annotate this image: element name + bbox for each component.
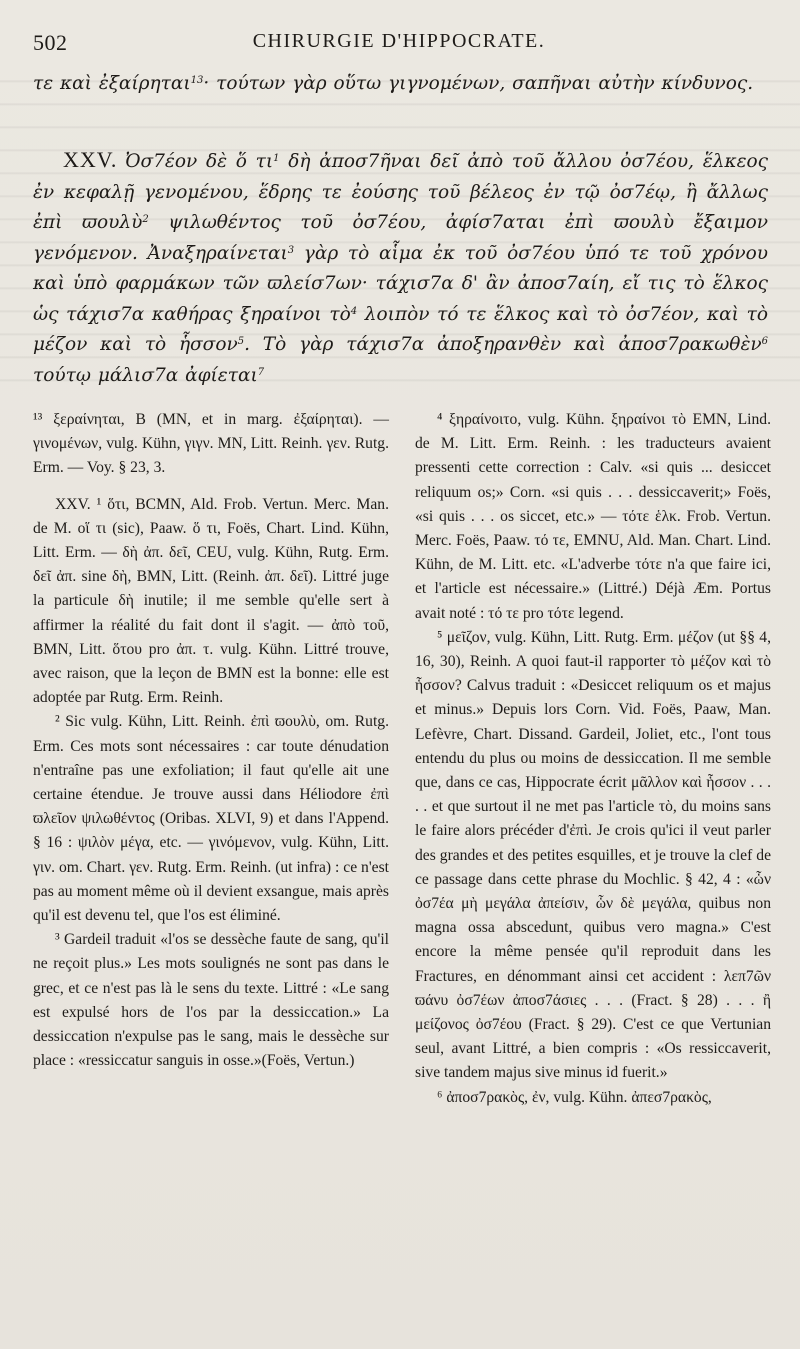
section-xxv-greek [33,145,768,391]
section-number: XXV. [63,147,118,172]
footnote-ref: 1 [273,153,280,164]
footnote-13: ¹³ ξεραίνηται, B (MN, et in marg. ἐξαίρηται). — γινομένων, vulg. Kühn, γιγν. MN, Litt. Reinh. γεν. Rutg. Erm. — Voy. § 23, 3. [33,411,389,477]
footnote-ref: 7 [257,366,265,378]
footnote-ref: 13 [190,75,204,86]
greek-text: ψιλωθέντος τοῦ ὀσ7έου, ἀφίσ7αται ἐπὶ ϖουλὺ ἔξαιμον γενόμενον. Ἀναξηραίνεται [33,212,768,264]
greek-text: . Τὸ γὰρ τάχισ7α ἀποξηρανθὲν καὶ ἀποσ7ρακωθὲν [244,334,762,355]
footnote-ref: 4 [350,305,358,317]
greek-continuation [33,68,768,100]
footnote-6: ⁶ ἀποσ7ρακὸς, ἐν, vulg. Kühn. ἀπεσ7ρακὸς, [437,1088,712,1106]
footnote-ref: 5 [237,336,245,347]
footnote-1: XXV. ¹ ὅτι, BCMN, Ald. Frob. Vertun. Merc. Man. de M. οἵ τι (sic), Paaw. ὅ τι, Foës, Chart. Lind. Kühn, Litt. Erm. — δὴ ἀπ. δεῖ, CEU, vulg. Kühn, Rutg. Erm. δεῖ ἀπ. sine δὴ, BMN, Litt. (Reinh. ἀπ. δεῖ). Littré juge la particule δὴ inutile; il me semble qu'elle sert à affirmer la réalité du fait dont il s'agit. — ἀπὸ τοῦ, BMN, Litt. ὅτου pro ἀπ. τ. vulg. Kühn. Littré trouve, avec raison, que la leçon de BMN est la bonne: elle est adoptée par Rutg. Erm. Reinh. [33,495,389,707]
footnote-2: ² Sic vulg. Kühn, Litt. Reinh. ἐπὶ ϖουλὺ, om. Rutg. Erm. Ces mots sont nécessaires : car toute dénudation n'entraîne pas une exfoliation; il faut qu'elle ait une certaine étendue. Je trouve aussi dans Héliodore ἐπὶ ϖλεῖον ψιλωθέντος (Oribas. XLVI, 9) et dans l'Append. § 16 : ψιλὸν μέγα, etc. — γινόμενον, vulg. Kühn, Litt. γιν. om. Chart. γεν. Rutg. Erm. Reinh. (ut infra) : ce n'est pas au moment même où il devient exsangue, mais après qu'il est devenu tel, que l'os est éliminé. [33,713,389,925]
greek-text: Ὀσ7έον δὲ ὅ τι [125,151,274,172]
page-header [33,30,765,60]
footnotes-left-column [33,408,389,1073]
greek-text: τούτῳ μάλισ7α ἀφίεται [33,364,258,386]
greek-text: γὰρ τὸ αἷμα ἐκ τοῦ ὀσ7έου ὑπό τε τοῦ χρόνου καὶ ὑπὸ φαρμάκων τῶν ϖλείσ7ων· τάχισ7α δ' ἂν ἀποσ7αίη, εἴ τις τὸ ἕλκος ὡς τάχισ7α καθήρας ξηραίνοι τὸ [33,242,768,325]
greek-text: δὴ ἀποσ7ῆναι δεῖ ἀπὸ τοῦ ἄλλου ὀσ7έου, ἕλκεος ἐν κεφαλῇ γενομένου, ἕδρης τε ἐούσης τοῦ βέλεος ἐν τῷ ὀσ7έῳ, ἢ ἄλλως ἐπὶ ϖουλὺ [33,151,769,233]
footnote-ref: 2 [142,214,149,225]
greek-text: τε καὶ ἐξαίρηται [33,73,191,94]
footnote-3: ³ Gardeil traduit «l'os se dessèche faute de sang, qu'il ne reçoit plus.» Les mots soulignés ne sont pas dans le grec, et ce n'est pas là le sens du texte. Littré : «Le sang est expulsé hors de l'os par la dessiccation.» La dessiccation n'expulse pas le sang, mais le dessèche sur place : «ressiccatur sanguis in osse.»(Foës, Vertun.) [33,931,389,1070]
footnote-ref: 6 [761,336,768,347]
running-title: CHIRURGIE D'HIPPOCRATE. [252,30,546,52]
footnote-ref: 3 [287,244,295,256]
greek-text: · τούτων γὰρ οὕτω γιγνομένων, σαπῆναι αὐτὴν κίνδυνος. [203,73,754,94]
greek-text: λοιπὸν τό τε ἕλκος καὶ τὸ ὀσ7έον, καὶ τὸ μέζον καὶ τὸ ἧσσον [33,303,768,355]
footnote-4: ⁴ ξηραίνοιτο, vulg. Kühn. ξηραίνοι τὸ EMN, Lind. de M. Litt. Erm. Reinh. : les traducteurs avaient pressenti cette correction : Calv. «si quis ... desiccet reliquum os;» Corn. «si quis . . . dessiccaverit;» Foës, «si quis . . . os siccet, etc.» — τότε ἑλκ. Frob. Vertun. Merc. Foës, Paaw. τό τε, EMNU, Ald. Man. Chart. Lind. Kühn, de M. Litt. etc. «L'adverbe τότε n'a que faire ici, et l'article est nécessaire.» (Littré.) Déjà Æm. Portus avait noté : τό τε pro τότε legend. [415,411,771,622]
footnotes-right-column [415,408,771,1110]
footnote-5: ⁵ μεῖζον, vulg. Kühn, Litt. Rutg. Erm. μέζον (ut §§ 4, 16, 30), Reinh. A quoi faut-il rapporter τὸ μέζον καὶ τὸ ἧσσον? Calvus traduit : «Desiccet reliquum os et majus et minus.» Depuis lors Corn. Vid. Foës, Paaw, Man. Lefèvre, Chart. Dissand. Gardeil, Joliet, etc., l'ont tous entendu du plus ou moins de dessiccation. Il me semble que, dans ce cas, Hippocrate écrit μᾶλλον καὶ ἧσσον . . . . . et que surtout il ne met pas l'article τὸ, du moins sans le faire alors précéder d'ἐπὶ. Je crois qu'ici il veut parler des grandes et des petites esquilles, et je trouve la clef de ce passage dans cette phrase du Mochlic. § 42, 4 : «ὧν ὀσ7έα μὴ μεγάλα ἀπείσιν, ὧν δὲ μεγάλα, quibus non magna ossa abscedunt, quibus vero magna.» C'est encore la même pensée qu'il reproduit dans les Fractures, en dénommant ainsi cet accident : λεπ7ῶν ϖάνυ ὀσ7έων ἀποσ7άσιες . . . (Fract. § 28) . . . ἢ μείζονος ὀσ7έου (Fract. § 29). C'est ce que Vertunian seul, avant Littré, a bien compris : «Os ressiccaverit, sive tandem majus sive minus id fuerit.» [415,628,771,1082]
page-number: 502 [33,30,68,55]
footnotes [33,408,771,1338]
